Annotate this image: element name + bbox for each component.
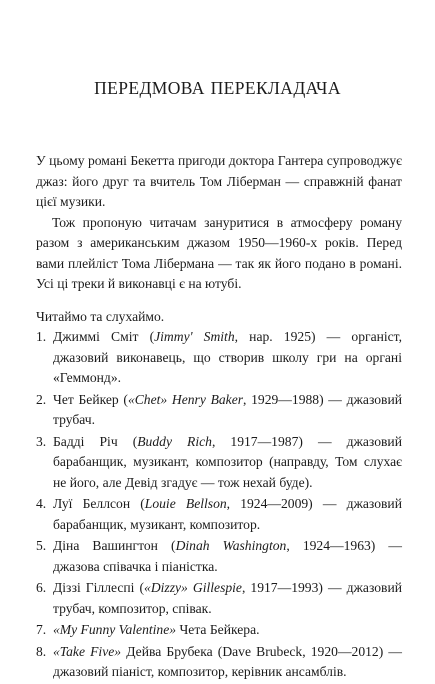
- track-number: 6.: [36, 580, 47, 595]
- track-text: «My Funny Valentine» Чета Бейкера.: [53, 622, 260, 637]
- track-number: 3.: [36, 433, 47, 449]
- track-item: [36, 620, 402, 641]
- intro-paragraph-2: Тож пропоную читачам зануритися в атмосферу роману разом з американським джазом 1950—1960-х років. Перед вами плейліст Тома Лібермана — так як його подано в романі. Усі ці треки й виконавці є на ютубі.: [36, 214, 402, 291]
- track-number: 1.: [36, 329, 47, 344]
- track-text: Діна Вашингтон (Dinah Washington, 1924—1963) — джазова співачка і піаністка.: [53, 538, 402, 574]
- track-item: [36, 327, 402, 389]
- track-number: 5.: [36, 538, 47, 553]
- track-text: «Take Five» Дейва Брубека (Dave Brubeck, 1920—2012) — джазовий піаніст, композитор, керівник ансамблів.: [53, 643, 402, 679]
- track-number: 2.: [36, 391, 47, 407]
- track-item: [36, 494, 402, 535]
- intro-text: [36, 151, 402, 295]
- track-number: 7.: [36, 622, 47, 637]
- track-number: 4.: [36, 496, 47, 511]
- track-text: Діззі Гіллеспі («Dizzy» Gillespie, 1917—1993) — джазовий трубач, композитор, співак.: [53, 580, 403, 616]
- track-item: [36, 642, 402, 683]
- track-item: [36, 578, 402, 619]
- track-item: [36, 536, 402, 577]
- track-text: Луї Беллсон (Louie Bellson, 1924—2009) — джазовий барабанщик, музикант, композитор.: [53, 496, 402, 532]
- track-text: Чет Бейкер («Chet» Henry Baker, 1929—1988) — джазовий трубач.: [53, 391, 402, 427]
- track-list: [36, 327, 402, 684]
- track-text: Бадді Річ (Buddy Rich, 1917—1987) — джазовий барабанщик, музикант, композитор (направду, Том слухає не його, але Девід згадує — тож нехай буде).: [53, 433, 402, 490]
- page-title: ПЕРЕДМОВА ПЕРЕКЛАДАЧА: [94, 78, 341, 98]
- track-number: 8.: [36, 643, 47, 659]
- track-item: [36, 390, 402, 431]
- intro-paragraph-1: У цьому романі Бекетта пригоди доктора Гантера супроводжує джаз: його друг та вчитель Том Ліберман — справжній фанат цієї музики.: [36, 153, 402, 209]
- track-text: Джиммі Сміт (Jimmy' Smith, нар. 1925) — органіст, джазовий виконавець, що створив школу гри на органі «Геммонд».: [53, 329, 402, 385]
- list-intro: Читаймо та слухаймо.: [36, 309, 165, 324]
- track-item: [36, 432, 402, 494]
